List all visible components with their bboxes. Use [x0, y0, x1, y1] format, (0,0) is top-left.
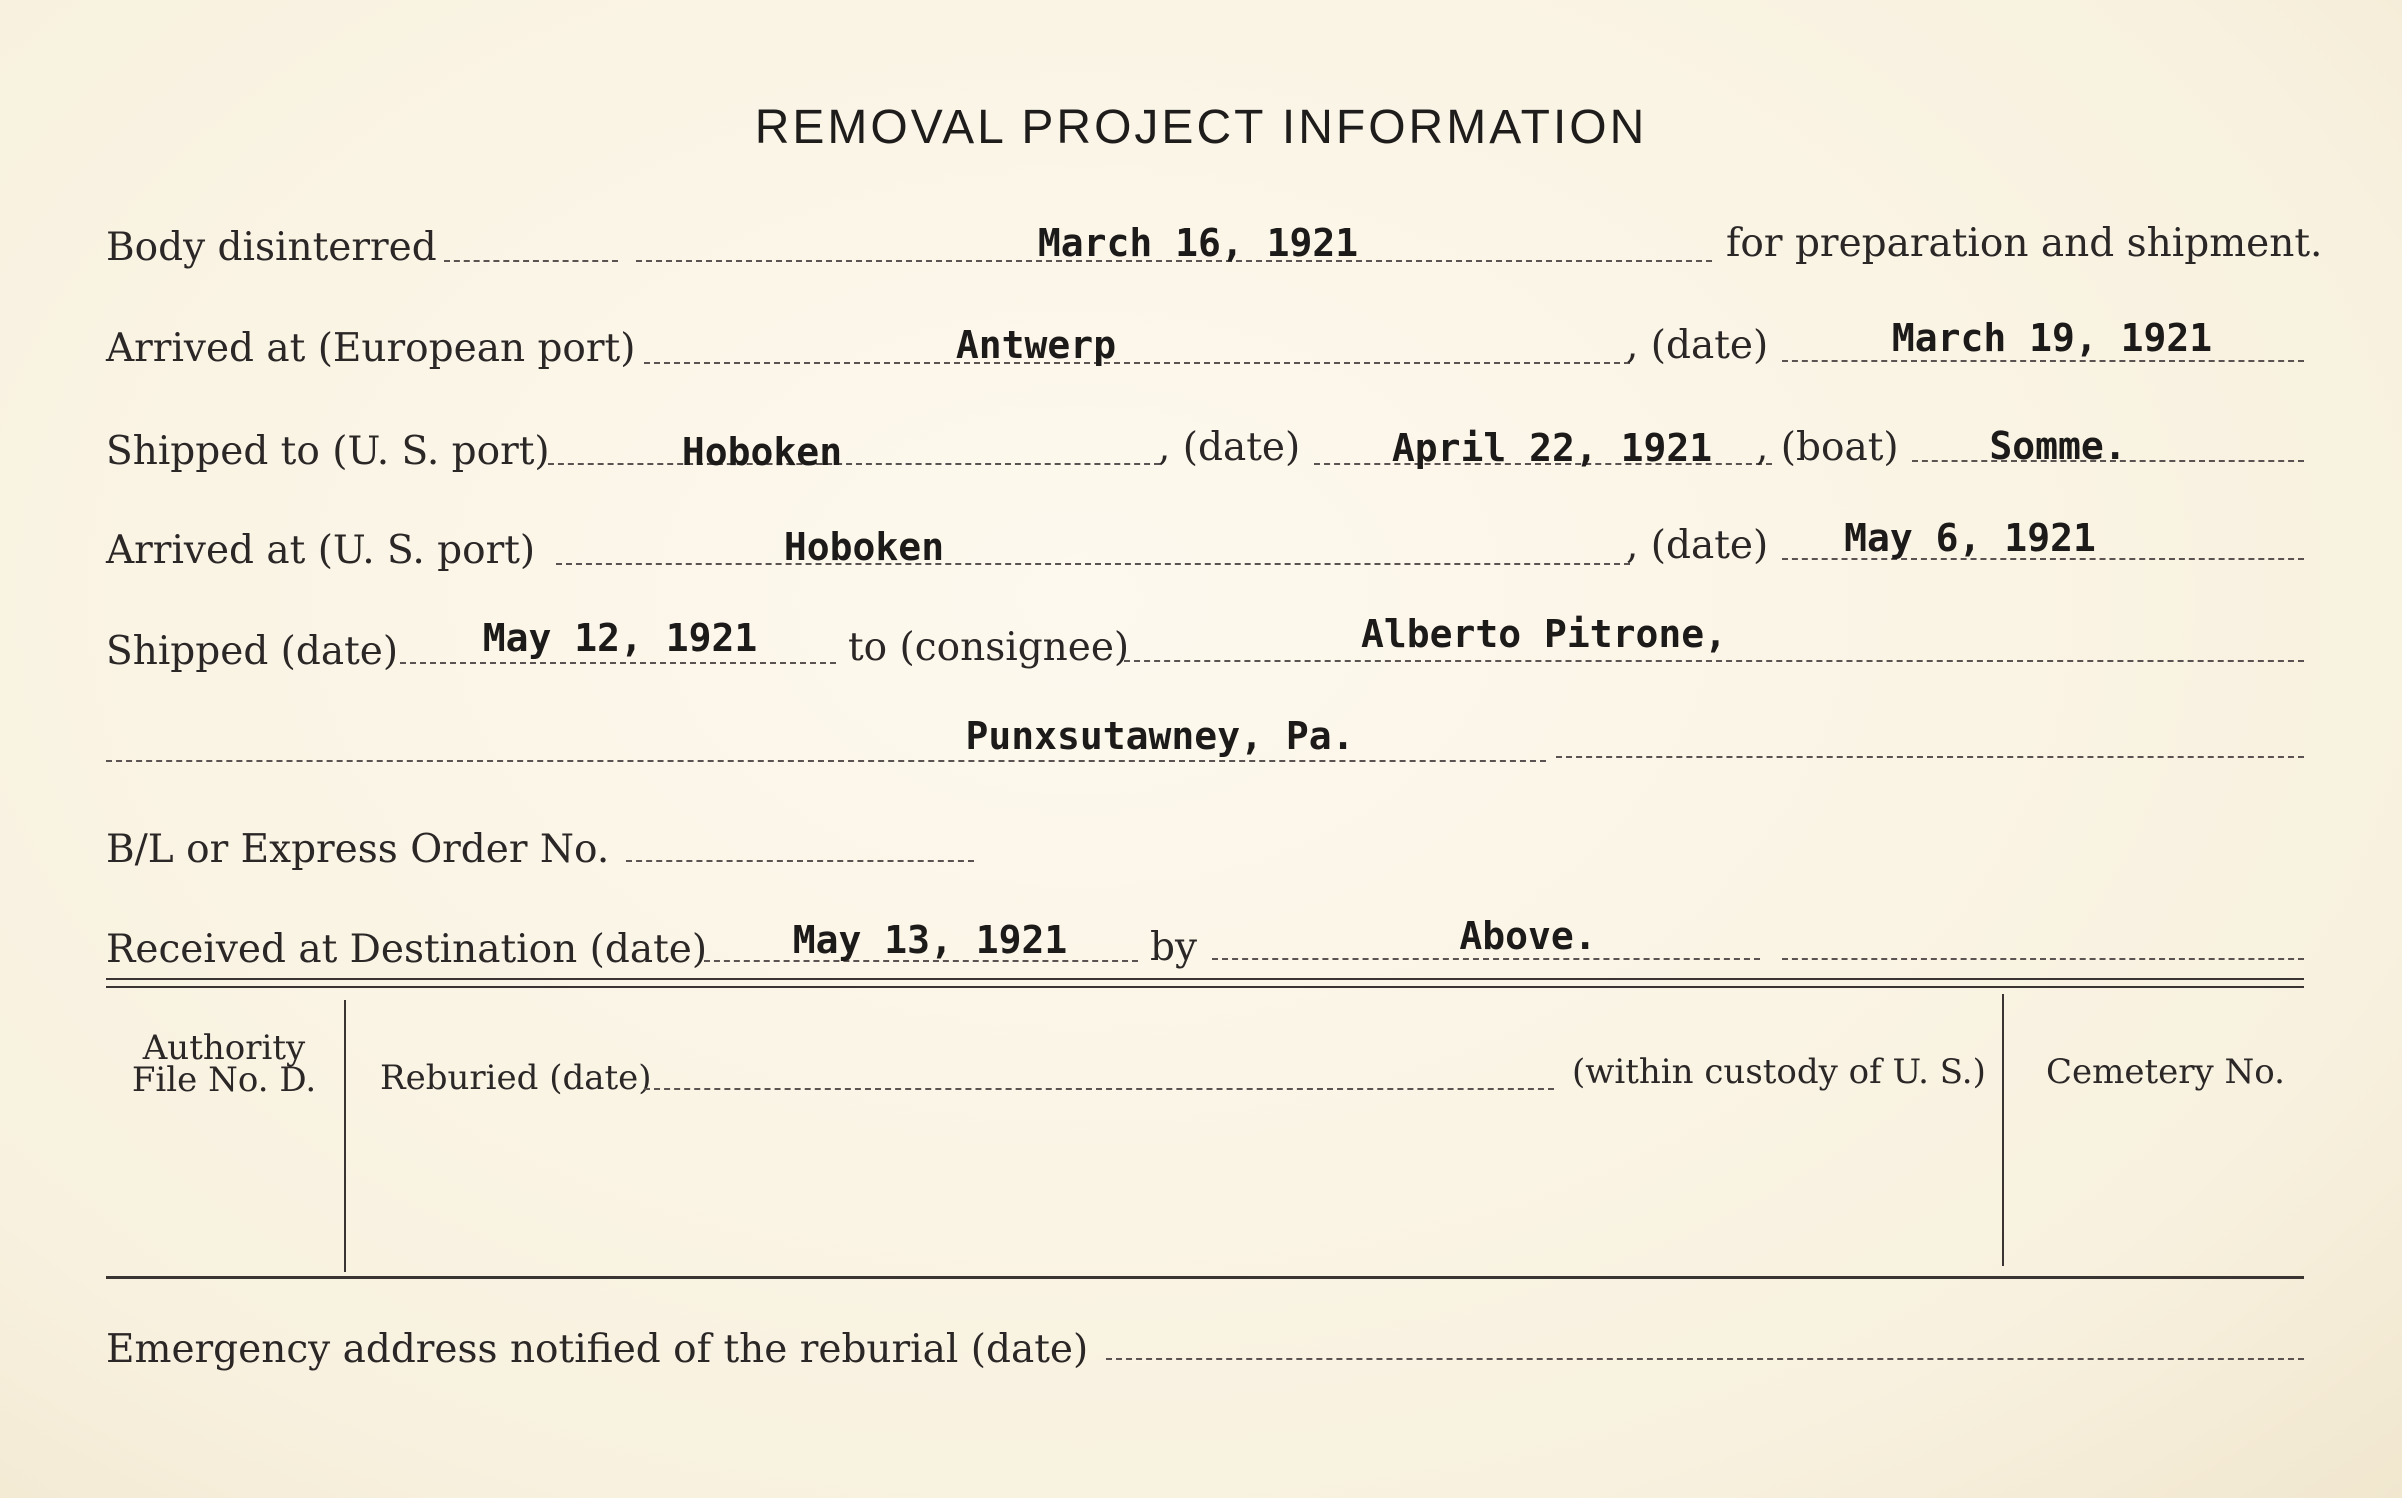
card-title: REMOVAL PROJECT INFORMATION — [754, 101, 1648, 154]
dotted-line — [1556, 756, 2304, 758]
box-top-rule — [106, 978, 2304, 980]
arrived-us-port-value: Hoboken — [783, 525, 945, 569]
disinterred-date-value: March 16, 1921 — [1037, 221, 1359, 265]
dotted-line — [1106, 1358, 2304, 1360]
dotted-line — [1782, 958, 2304, 960]
consignee-label: to (consignee) — [848, 625, 1130, 670]
european-port-value: Antwerp — [955, 323, 1117, 367]
dotted-line — [626, 860, 974, 862]
dotted-line — [400, 662, 836, 664]
received-date-value: May 13, 1921 — [792, 918, 1068, 962]
received-by-value: Above. — [1459, 914, 1597, 958]
arrived-us-port-label: Arrived at (U. S. port) — [106, 528, 536, 573]
consignee-address-value: Punxsutawney, Pa. — [965, 714, 1355, 758]
body-disinterred-label: Body disinterred — [106, 225, 437, 270]
emergency-address-label: Emergency address notified of the reburial (date) — [106, 1327, 1089, 1372]
arrived-us-date-label: , (date) — [1626, 523, 1769, 568]
european-arrival-date-value: March 19, 1921 — [1891, 316, 2213, 360]
shipped-date-row-label: Shipped (date) — [106, 629, 399, 674]
custody-label: (within custody of U. S.) — [1572, 1052, 1986, 1092]
box-divider-right — [2002, 994, 2004, 1266]
authority-label: Authority — [142, 1028, 306, 1068]
shipped-us-date-value: April 22, 1921 — [1391, 426, 1713, 470]
arrived-european-port-label: Arrived at (European port) — [106, 326, 636, 371]
dotted-line — [548, 463, 1160, 465]
dotted-line — [644, 362, 1630, 364]
preparation-shipment-label: for preparation and shipment. — [1726, 221, 2323, 266]
boat-value: Somme. — [1989, 424, 2127, 468]
shipped-us-port-label: Shipped to (U. S. port) — [106, 429, 550, 474]
arrived-us-date-value: May 6, 1921 — [1844, 516, 2096, 560]
shipped-us-port-value: Hoboken — [681, 430, 843, 474]
box-divider-left — [344, 1000, 346, 1272]
boat-label: , (boat) — [1756, 425, 1899, 470]
bl-express-order-label: B/L or Express Order No. — [106, 827, 610, 872]
box-top-rule-inner — [106, 986, 2304, 988]
received-destination-label: Received at Destination (date) — [106, 927, 708, 972]
shipped-date-label: , (date) — [1158, 425, 1301, 470]
dotted-line — [106, 760, 1546, 762]
shipped-date-value: May 12, 1921 — [482, 616, 758, 660]
consignee-value: Alberto Pitrone, — [1360, 612, 1728, 656]
reburied-date-label: Reburied (date) — [380, 1058, 652, 1098]
arrival-date-label: , (date) — [1626, 323, 1769, 368]
authority-file-label: File No. D. — [131, 1060, 317, 1100]
cemetery-no-label: Cemetery No. — [2046, 1052, 2285, 1092]
dotted-line — [1124, 660, 2304, 662]
dotted-line — [556, 563, 1630, 565]
dotted-line — [644, 1088, 1554, 1090]
box-bottom-rule — [106, 1276, 2304, 1279]
dotted-line — [444, 260, 618, 262]
received-by-label: by — [1150, 925, 1197, 970]
